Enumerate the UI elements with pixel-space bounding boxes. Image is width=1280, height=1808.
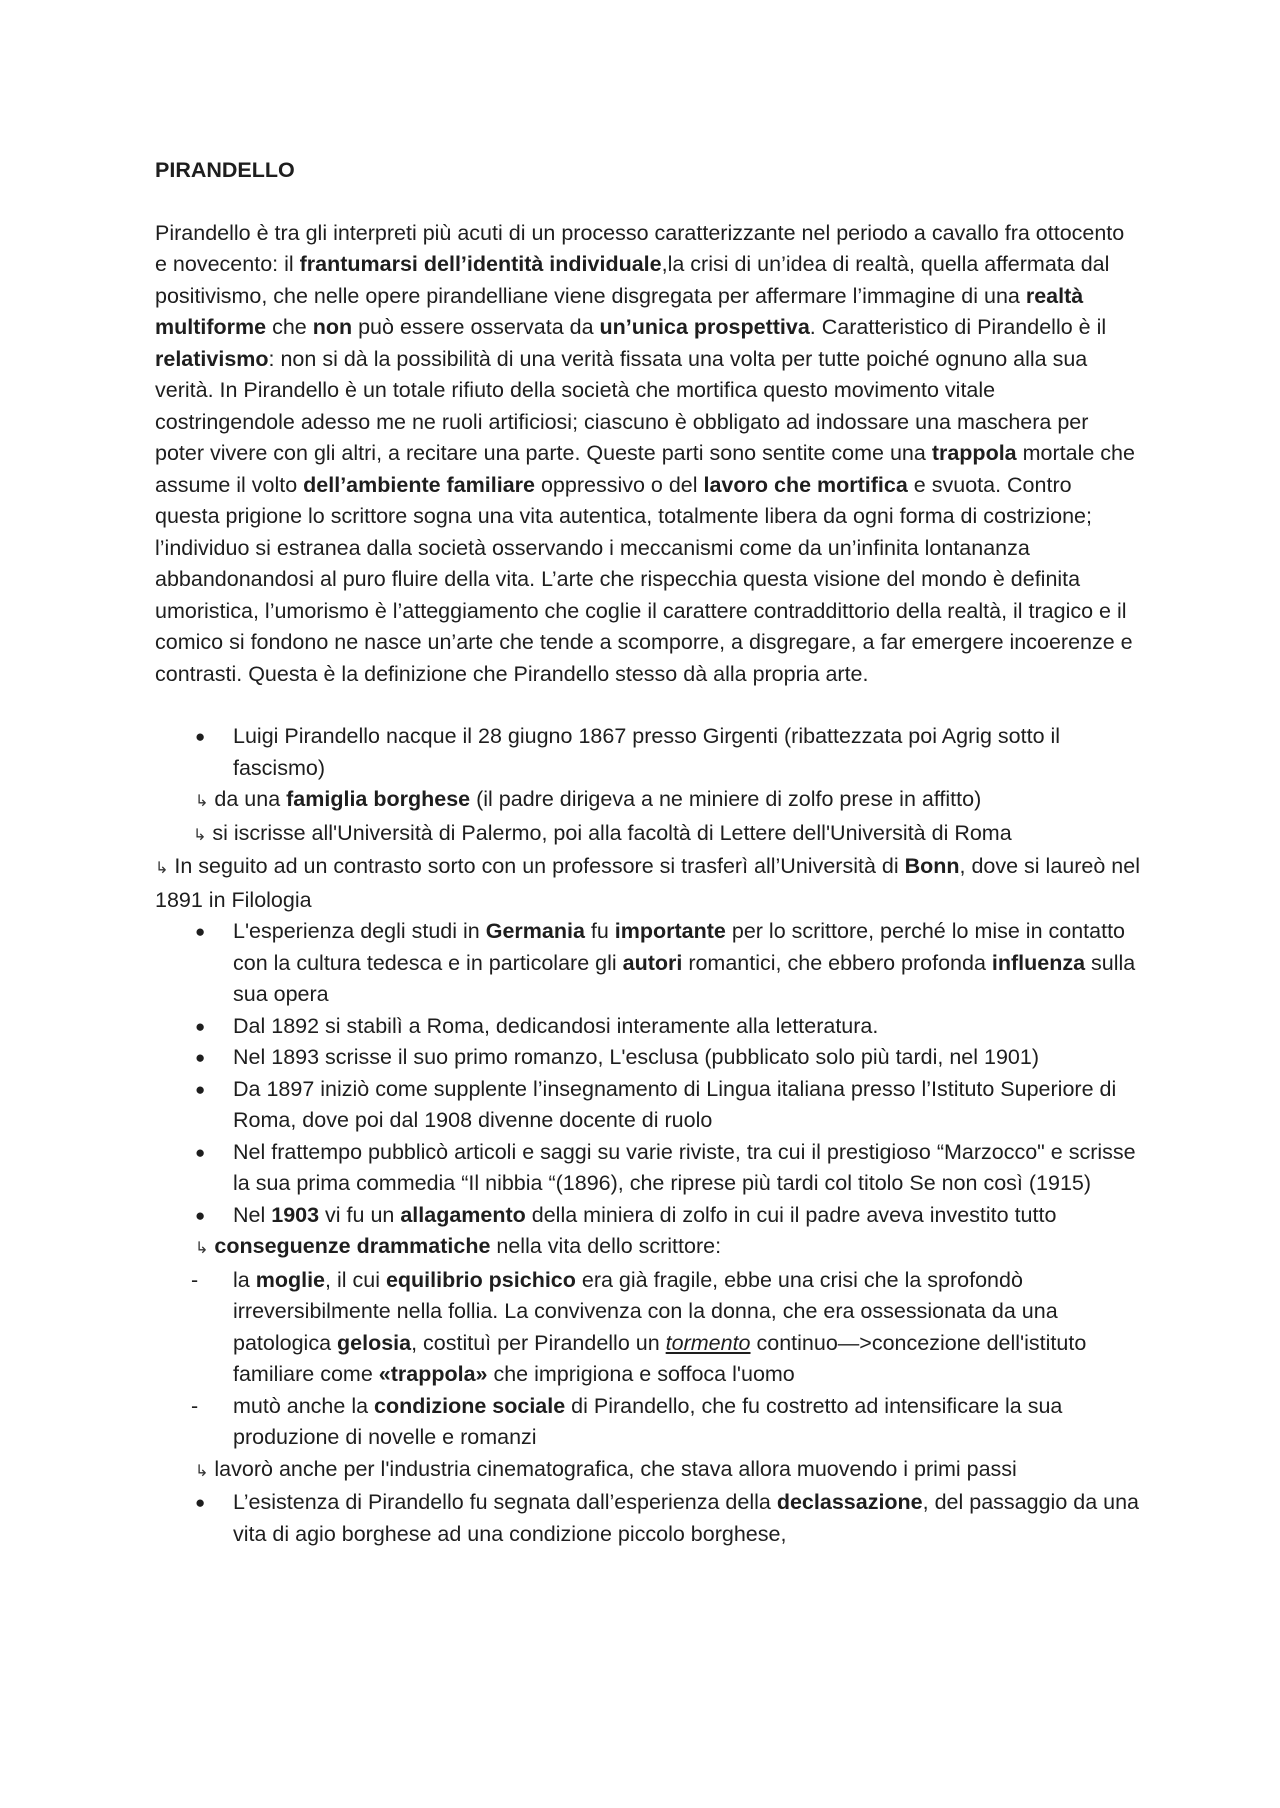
text-segment: la	[233, 1267, 256, 1292]
arrow-item	[155, 851, 1140, 916]
bullet-item	[155, 1137, 1140, 1200]
text-segment: Nel frattempo pubblicò articoli e saggi su varie riviste, tra cui il prestigioso “Marzocco" e scrisse la sua prima commedia “Il nibbia “(1896), che riprese più tardi col titolo Se non così (1915)	[233, 1139, 1136, 1195]
bold-text: dell’ambiente familiare	[303, 472, 535, 497]
arrow-icon: ↳	[155, 860, 169, 877]
text-segment: , costituì per Pirandello un	[411, 1330, 666, 1355]
text-segment: era già fragile, ebbe una crisi che la sprofondò irreversibilmente nella follia. La convivenza con la donna, che era ossessionata da una patologica	[233, 1267, 1058, 1355]
text-segment: vi fu un	[319, 1202, 401, 1227]
text-segment: , il cui	[325, 1267, 386, 1292]
text-segment: si iscrisse all'Università di Palermo, poi alla facoltà di Lettere dell'Università di Roma	[212, 820, 1012, 845]
underlined-text: tormento	[665, 1330, 751, 1355]
text-segment: mortale che assume il volto	[155, 441, 1135, 497]
bold-text: non	[312, 315, 353, 339]
text-segment: sulla sua opera	[233, 950, 1136, 1006]
bold-text: gelosia	[337, 1330, 412, 1355]
bullet-icon: ●	[195, 922, 206, 941]
bullet-item	[155, 1042, 1140, 1074]
arrow-icon: ↳	[193, 826, 207, 844]
bullet-item	[155, 721, 1140, 784]
text-segment: L’esistenza di Pirandello fu segnata dall’esperienza della	[233, 1490, 777, 1514]
bold-text: lavoro che mortifica	[703, 472, 908, 497]
text-segment: , del passaggio da una vita di agio borghese ad una condizione piccolo borghese,	[233, 1490, 1140, 1546]
text-segment: può essere osservata da	[352, 315, 600, 339]
page-title: PIRANDELLO	[155, 158, 295, 182]
bullet-item	[155, 1011, 1140, 1043]
bold-text: autori	[622, 950, 683, 975]
bullet-item	[155, 916, 1140, 1011]
bold-text: «trappola»	[378, 1362, 488, 1386]
dash-marker: -	[191, 1267, 199, 1292]
text-segment: per lo scrittore, perché lo mise in contatto con la cultura tedesca e in particolare gli	[233, 919, 1126, 975]
text-segment: fu	[584, 919, 615, 943]
bullet-item	[155, 1487, 1140, 1550]
text-segment: In seguito ad un contrasto sorto con un professore si trasferì all’Università di	[174, 854, 905, 878]
bullet-item	[155, 1074, 1140, 1137]
text-segment: Da 1897 iniziò come supplente l’insegnamento di Lingua italiana presso l’Istituto Superiore di Roma, dove poi dal 1908 divenne docente di ruolo	[233, 1076, 1117, 1132]
text-segment: nella vita dello scrittore:	[490, 1234, 722, 1258]
bold-text: declassazione	[776, 1490, 923, 1514]
text-segment: della miniera di zolfo in cui il padre aveva investito tutto	[525, 1202, 1057, 1227]
bold-text: un’unica prospettiva	[599, 315, 810, 339]
text-segment: Dal 1892 si stabilì a Roma, dedicandosi interamente alla letteratura.	[233, 1013, 879, 1038]
bold-text: relativismo	[155, 346, 269, 371]
bold-text: frantumarsi dell’identità individuale	[299, 252, 662, 276]
text-segment: mutò anche la	[233, 1393, 375, 1418]
arrow-item	[155, 1454, 1140, 1488]
text-segment: di Pirandello, che fu costretto ad intensificare la sua produzione di novelle e romanzi	[233, 1393, 1063, 1449]
arrow-item	[155, 784, 1140, 818]
arrow-item	[155, 818, 1140, 852]
bullet-icon: ●	[195, 1016, 206, 1036]
text-segment: Luigi Pirandello nacque il 28 giugno 1867 presso Girgenti (ribattezzata poi Agrig sotto il fascismo)	[233, 724, 1061, 780]
text-segment: (il padre dirigeva a ne miniere di zolfo prese in affitto)	[470, 787, 982, 811]
dash-item	[155, 1391, 1140, 1454]
text-segment: Nel 1893 scrisse il suo primo romanzo, L'esclusa (pubblicato solo più tardi, nel 1901)	[233, 1045, 1039, 1069]
bold-text: 1903	[271, 1202, 320, 1227]
text-segment: da una	[214, 787, 287, 811]
arrow-icon: ↳	[195, 1240, 209, 1257]
text-segment: che imprigiona e soffoca l'uomo	[487, 1362, 795, 1386]
intro-paragraph	[155, 218, 1140, 691]
bold-text: famiglia borghese	[286, 787, 471, 811]
text-segment: romantici, che ebbero profonda	[682, 950, 992, 975]
text-segment: L'esperienza degli studi in	[233, 919, 486, 943]
text-segment: lavorò anche per l'industria cinematografica, che stava allora muovendo i primi passi	[214, 1456, 1017, 1481]
notes-list	[155, 721, 1140, 1550]
text-segment: che	[266, 315, 313, 339]
arrow-item	[155, 1231, 1140, 1265]
bold-text: importante	[614, 919, 726, 943]
bold-text: allagamento	[400, 1202, 526, 1227]
bold-text: influenza	[991, 950, 1086, 975]
bold-text: trappola	[931, 441, 1017, 465]
text-segment: Pirandello è tra gli interpreti più acuti di un processo caratterizzante nel periodo a cavallo fra ottocento e novecento: il	[155, 220, 1125, 276]
text-segment: e svuota. Contro questa prigione lo scrittore sogna una vita autentica, totalmente libera da ogni forma di costrizione; l’individuo si estranea dalla società osservando i meccanismi come da un’infinita lontananza abbandonandosi al puro fluire della vita. L’arte che rispecchia questa visione del mondo è definita umoristica, l’umorismo è l’atteggiamento che coglie il carattere contraddittorio della realtà, il tragico e il comico si fondono ne nasce un’arte che tende a scomporre, a disgregare, a far emergere incoerenze e contrasti. Questa è la definizione che Pirandello stesso dà alla propria arte.	[155, 472, 1133, 686]
arrow-icon: ↳	[195, 793, 209, 810]
text-segment: oppressivo o del	[534, 472, 704, 497]
bold-text: Germania	[485, 919, 585, 943]
text-segment: . Caratteristico di Pirandello è il	[809, 315, 1107, 339]
bold-text: conseguenze drammatiche	[214, 1234, 491, 1258]
bold-text: equilibrio psichico	[385, 1267, 576, 1292]
bullet-icon: ●	[195, 1079, 206, 1099]
text-segment: ,la crisi di un’idea di realtà, quella affermata dal positivismo, che nelle opere pirandelliane viene disgregata per affermare l’immagine di una	[155, 252, 1110, 308]
bullet-icon: ●	[195, 727, 206, 746]
dash-item	[155, 1265, 1140, 1391]
bold-text: realtà multiforme	[155, 283, 1084, 339]
dash-marker: -	[191, 1393, 199, 1418]
text-segment: , dove si laureò nel 1891 in Filologia	[155, 854, 1140, 912]
bold-text: moglie	[255, 1267, 326, 1292]
bullet-icon: ●	[195, 1048, 206, 1067]
text-segment: continuo—>concezione dell'istituto familiare come	[233, 1330, 1087, 1386]
bullet-icon: ●	[195, 1493, 206, 1512]
bold-text: Bonn	[904, 854, 960, 878]
document-page	[155, 155, 1140, 1550]
bullet-icon: ●	[195, 1142, 206, 1162]
bold-text: condizione sociale	[374, 1393, 566, 1418]
text-segment: Nel	[233, 1202, 272, 1227]
bullet-item	[155, 1200, 1140, 1232]
bullet-icon: ●	[195, 1205, 206, 1225]
arrow-icon: ↳	[195, 1462, 209, 1480]
text-segment: : non si dà la possibilità di una verità fissata una volta per tutte poiché ognuno alla sua verità. In Pirandello è un totale rifiuto della società che mortifica questo movimento vitale costringendole adesso me ne ruoli artificiosi; ciascuno è obbligato ad indossare una maschera per poter vivere con gli altri, a recitare una parte. Queste parti sono sentite come una	[155, 346, 1089, 465]
